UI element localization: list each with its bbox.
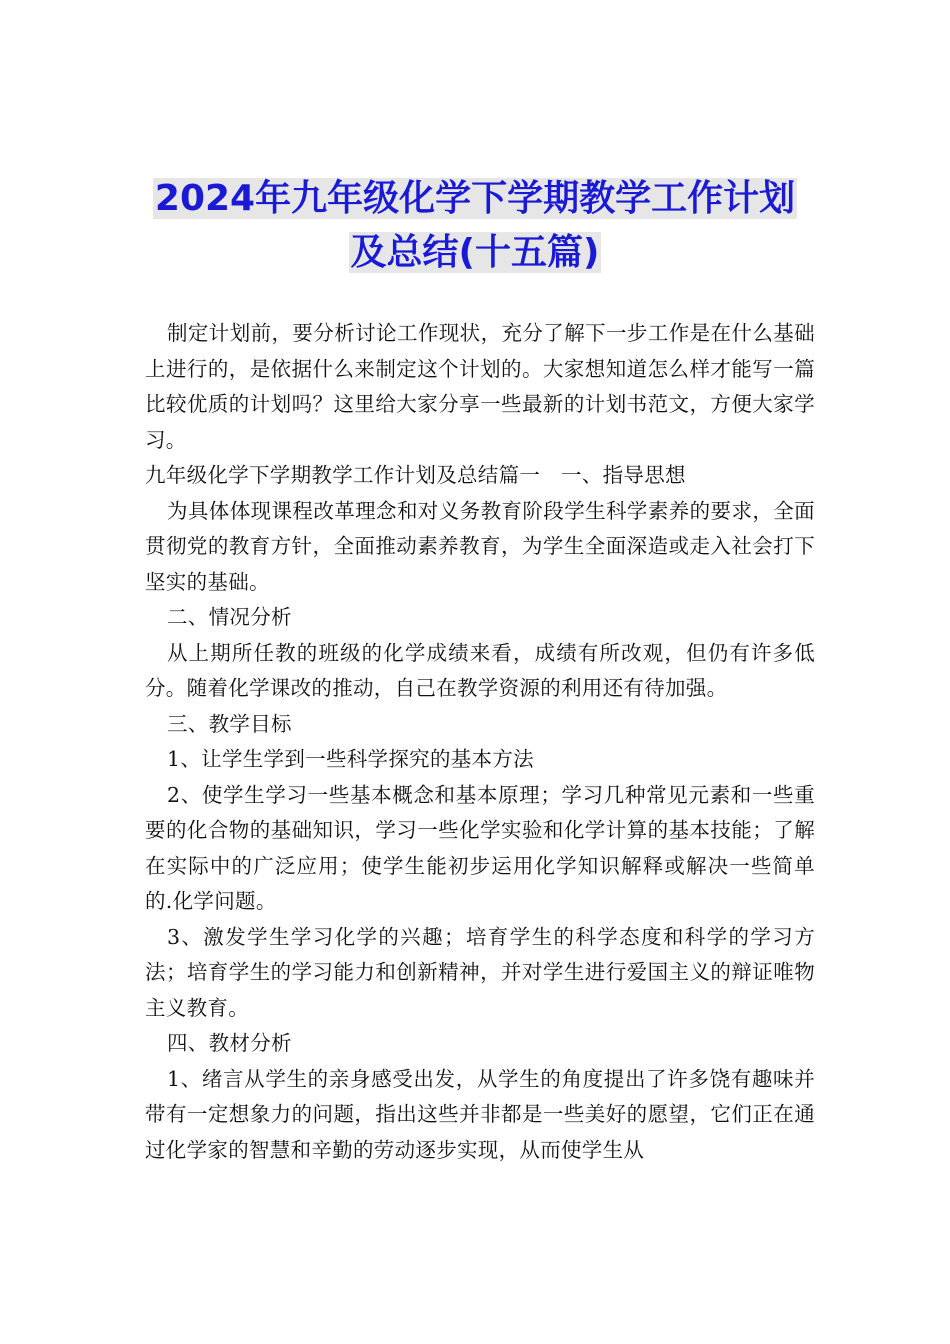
intro-paragraph: 制定计划前，要分析讨论工作现状，充分了解下一步工作是在什么基础上进行的，是依据什么来制定这个计划的。大家想知道怎么样才能写一篇比较优质的计划吗？这里给大家分享一些最新的计划书范文，方便大家学习。 bbox=[145, 321, 815, 452]
goal-item-2: 2、使学生学习一些基本概念和基本原理；学习几种常见元素和一些重要的化合物的基础知识，学习一些化学实验和化学计算的基本技能；了解在实际中的广泛应用；使学生能初步运用化学知识解释或解决一些简单的.化学问题。 bbox=[145, 782, 815, 913]
section-heading-article-1: 九年级化学下学期教学工作计划及总结篇一 一、指导思想 bbox=[145, 463, 686, 487]
situation-paragraph: 从上期所任教的班级的化学成绩来看，成绩有所改观，但仍有许多低分。随着化学课改的推动，自己在教学资源的利用还有待加强。 bbox=[145, 640, 815, 700]
section-heading-goals: 三、教学目标 bbox=[167, 711, 292, 736]
textbook-item-1: 1、绪言从学生的亲身感受出发，从学生的角度提出了许多饶有趣味并带有一定想象力的问题，指出这些并非都是一些美好的愿望，它们正在通过化学家的智慧和辛勤的劳动逐步实现，从而使学生从 bbox=[145, 1066, 815, 1162]
goal-item-1: 1、让学生学到一些科学探究的基本方法 bbox=[167, 747, 534, 771]
title-line-1: 2024年九年级化学下学期教学工作计划 bbox=[154, 178, 796, 219]
title-line-2: 及总结(十五篇) bbox=[350, 232, 600, 273]
goal-item-3: 3、激发学生学习化学的兴趣；培育学生的科学态度和科学的学习方法；培育学生的学习能力和创新精神，并对学生进行爱国主义的辩证唯物主义教育。 bbox=[145, 924, 815, 1020]
section-heading-textbook: 四、教材分析 bbox=[167, 1031, 292, 1055]
guiding-thought-paragraph: 为具体体现课程改革理念和对义务教育阶段学生科学素养的要求，全面贯彻党的教育方针，全面推动素养教育，为学生全面深造或走入社会打下坚实的基础。 bbox=[145, 498, 815, 594]
document-body bbox=[145, 316, 815, 1168]
document-title bbox=[100, 172, 850, 280]
section-heading-situation: 二、情况分析 bbox=[167, 605, 292, 629]
